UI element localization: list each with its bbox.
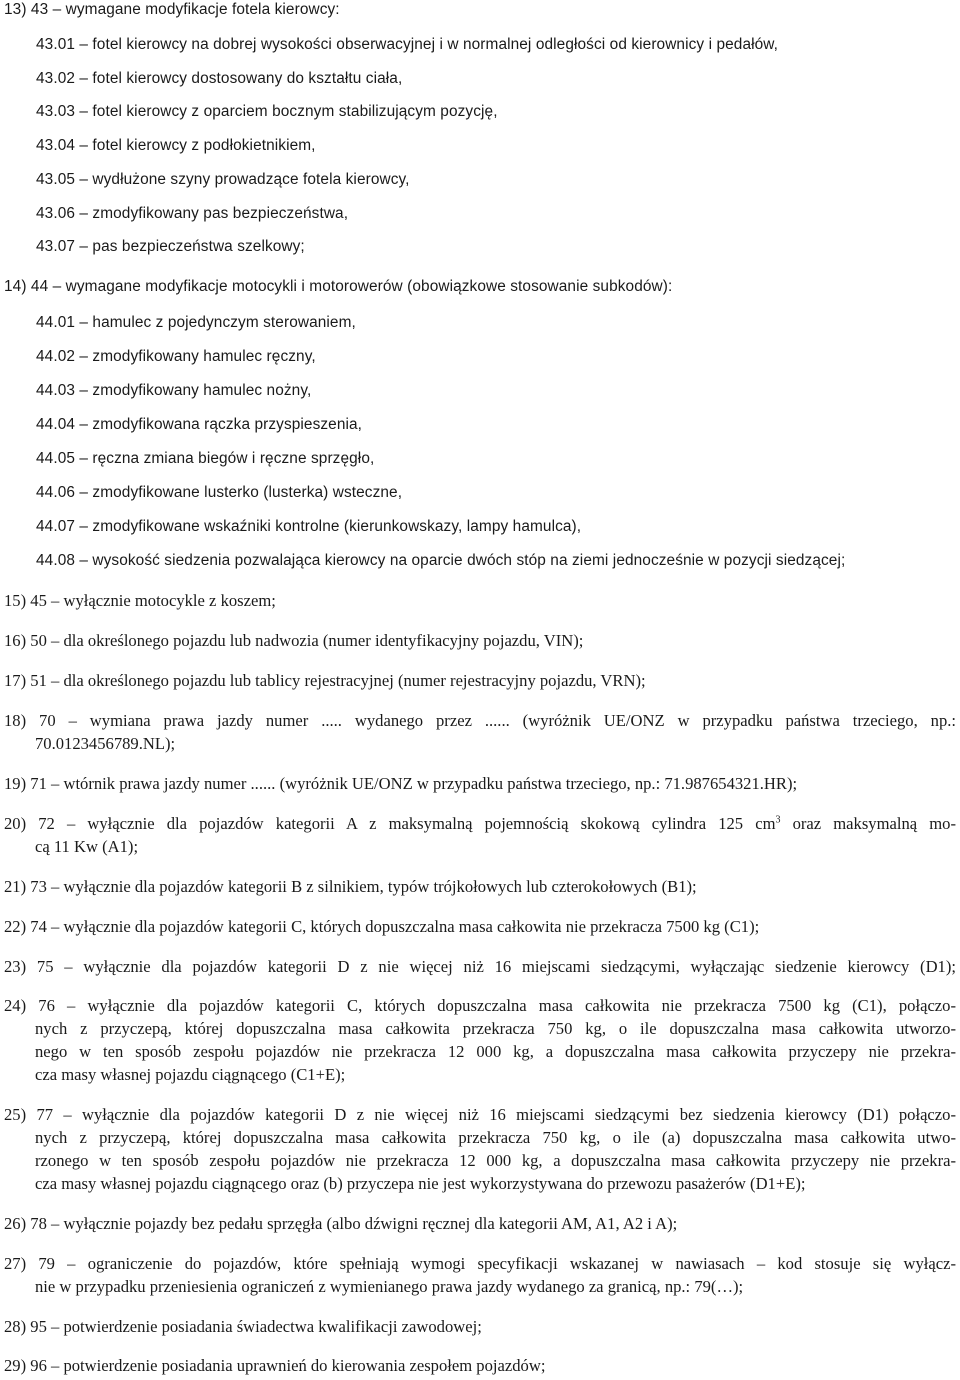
item-16: 16) 50 – dla określonego pojazdu lub nadwozia (numer identyfikacyjny pojazdu, VIN); xyxy=(4,631,584,650)
item-20-text-a: 20) 72 – wyłącznie dla pojazdów kategorii A z maksymalną pojemnością skokową cylindra 125 cm xyxy=(4,814,776,833)
subitem-44-06: 44.06 – zmodyfikowane lusterko (lusterka) wsteczne, xyxy=(36,484,403,501)
item-27-line-2: nie w przypadku przeniesienia ograniczeń z wymienianego prawa jazdy wydanego za granicą, np.: 79(…); xyxy=(35,1277,744,1296)
subitem-43-02: 43.02 – fotel kierowcy dostosowany do kształtu ciała, xyxy=(36,70,403,87)
item-24-line-1: 24) 76 – wyłącznie dla pojazdów kategorii C, których dopuszczalna masa całkowita nie przekracza 7500 kg (C1), połączo- xyxy=(4,996,956,1015)
subitem-44-02: 44.02 – zmodyfikowany hamulec ręczny, xyxy=(36,348,316,365)
item-20-text-b: oraz maksymalną mo- xyxy=(780,814,956,833)
item-24-line-3: nego w ten sposób zespołu pojazdów nie przekracza 12 000 kg, a dopuszczalna masa całkowita przyczepy nie przekra- xyxy=(35,1042,956,1061)
item-24-line-4: cza masy własnej pojazdu ciągnącego (C1+E); xyxy=(35,1065,346,1084)
item-20-line-2: cą 11 Kw (A1); xyxy=(35,837,139,856)
item-28: 28) 95 – potwierdzenie posiadania świadectwa kwalifikacji zawodowej; xyxy=(4,1317,482,1336)
subitem-43-06: 43.06 – zmodyfikowany pas bezpieczeństwa, xyxy=(36,205,349,222)
item-25-line-4: cza masy własnej pojazdu ciągnącego oraz (b) przyczepa nie jest wykorzystywana do przewozu pasażerów (D1+E); xyxy=(35,1174,806,1193)
item-26: 26) 78 – wyłącznie pojazdy bez pedału sprzęgła (albo dźwigni ręcznej dla kategorii AM, A1, A2 i A); xyxy=(4,1214,678,1233)
item-15: 15) 45 – wyłącznie motocykle z koszem; xyxy=(4,591,276,610)
item-24-line-2: nych z przyczepą, której dopuszczalna masa całkowita przekracza 750 kg, o ile dopuszczalna masa całkowita utworzo- xyxy=(35,1019,956,1038)
subitem-44-08: 44.08 – wysokość siedzenia pozwalająca kierowcy na oparcie dwóch stóp na ziemi jednocześnie w pozycji siedzącej; xyxy=(36,552,846,569)
subitem-44-03: 44.03 – zmodyfikowany hamulec nożny, xyxy=(36,382,312,399)
subitem-44-04: 44.04 – zmodyfikowana rączka przyspieszenia, xyxy=(36,416,363,433)
item-25-line-3: rzonego w ten sposób zespołu pojazdów nie przekracza 12 000 kg, a dopuszczalna masa całkowita przyczepy nie przekra- xyxy=(35,1151,956,1170)
subitem-43-07: 43.07 – pas bezpieczeństwa szelkowy; xyxy=(36,238,305,255)
item-22: 22) 74 – wyłącznie dla pojazdów kategorii C, których dopuszczalna masa całkowita nie przekracza 7500 kg (C1); xyxy=(4,917,760,936)
item-18-line-2: 70.0123456789.NL); xyxy=(35,734,176,753)
subitem-43-03: 43.03 – fotel kierowcy z oparciem bocznym stabilizującym pozycję, xyxy=(36,103,498,120)
subitem-44-01: 44.01 – hamulec z pojedynczym sterowaniem, xyxy=(36,314,356,331)
subitem-43-01: 43.01 – fotel kierowcy na dobrej wysokości obserwacyjnej i w normalnej odległości od kierownicy i pedałów, xyxy=(36,36,779,53)
subitem-44-05: 44.05 – ręczna zmiana biegów i ręczne sprzęgło, xyxy=(36,450,375,467)
item-25-line-1: 25) 77 – wyłącznie dla pojazdów kategorii D z nie więcej niż 16 miejscami siedzącymi bez siedzenia kierowcy (D1) połączo- xyxy=(4,1105,956,1124)
item-23: 23) 75 – wyłącznie dla pojazdów kategorii D z nie więcej niż 16 miejscami siedzącymi, wyłączając siedzenie kierowcy (D1); xyxy=(4,957,956,976)
item-20-line-1 xyxy=(4,814,956,834)
subitem-44-07: 44.07 – zmodyfikowane wskaźniki kontrolne (kierunkowskazy, lampy hamulca), xyxy=(36,518,582,535)
item-25-line-2: nych z przyczepą, której dopuszczalna masa całkowita przekracza 750 kg, o ile (a) dopuszczalna masa całkowita utwo- xyxy=(35,1128,956,1147)
subitem-43-05: 43.05 – wydłużone szyny prowadzące fotela kierowcy, xyxy=(36,171,410,188)
item-17: 17) 51 – dla określonego pojazdu lub tablicy rejestracyjnej (numer rejestracyjny pojazdu, VRN); xyxy=(4,671,646,690)
item-29: 29) 96 – potwierdzenie posiadania uprawnień do kierowania zespołem pojazdów; xyxy=(4,1356,546,1375)
item-27-line-1: 27) 79 – ograniczenie do pojazdów, które spełniają wymogi specyfikacji wskazanej w nawiasach – kod stosuje się wyłącz- xyxy=(4,1254,956,1273)
item-19: 19) 71 – wtórnik prawa jazdy numer ...... (wyróżnik UE/ONZ w przypadku państwa trzeciego, np.: 71.987654321.HR); xyxy=(4,774,798,793)
item-18-line-1: 18) 70 – wymiana prawa jazdy numer ..... wydanego przez ...... (wyróżnik UE/ONZ w przypadku państwa trzeciego, np.: xyxy=(4,711,956,730)
item-20-superscript: 3 xyxy=(775,814,781,826)
subitem-43-04: 43.04 – fotel kierowcy z podłokietnikiem, xyxy=(36,137,316,154)
item-13-heading: 13) 43 – wymagane modyfikacje fotela kierowcy: xyxy=(4,1,340,18)
item-14-heading: 14) 44 – wymagane modyfikacje motocykli i motorowerów (obowiązkowe stosowanie subkodów): xyxy=(4,278,673,295)
item-21: 21) 73 – wyłącznie dla pojazdów kategorii B z silnikiem, typów trójkołowych lub czterokołowych (B1); xyxy=(4,877,697,896)
